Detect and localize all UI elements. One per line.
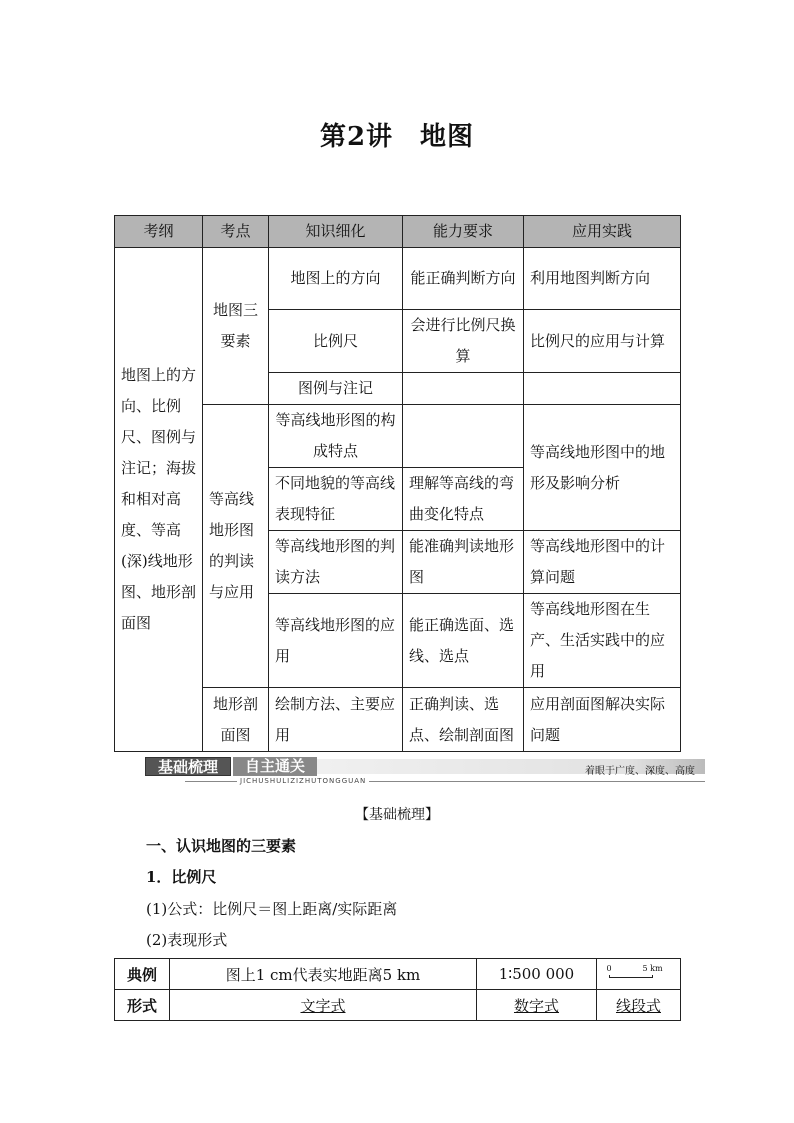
scale-bar-five: 5 km [642, 964, 663, 973]
knowledge-cell: 地图上的方向 [269, 248, 403, 310]
header-topic: 考点 [203, 216, 269, 248]
scale-bar-line [609, 975, 653, 978]
ability-cell: 理解等高线的弯曲变化特点 [403, 468, 524, 531]
table-row [115, 248, 681, 310]
practice-cell: 等高线地形图中的计算问题 [524, 531, 681, 594]
banner-label-secondary: 自主通关 [233, 757, 317, 776]
form-line: 线段式 [597, 990, 681, 1021]
practice-cell-empty [524, 373, 681, 405]
scale-bar-zero: 0 [606, 964, 612, 973]
knowledge-cell: 绘制方法、主要应用 [269, 688, 403, 752]
ability-cell: 能正确判断方向 [403, 248, 524, 310]
scale-bar-icon [607, 964, 671, 980]
form-numeric: 数字式 [477, 990, 597, 1021]
knowledge-cell: 图例与注记 [269, 373, 403, 405]
table-row [115, 990, 681, 1021]
example-line-scale [597, 959, 681, 990]
table-header-row [115, 216, 681, 248]
practice-cell: 应用剖面图解决实际问题 [524, 688, 681, 752]
scale-forms-table [114, 958, 681, 1021]
practice-cell: 等高线地形图中的地形及影响分析 [524, 405, 681, 531]
practice-cell: 等高线地形图在生产、生活实践中的应用 [524, 594, 681, 688]
ability-cell: 能准确判读地形图 [403, 531, 524, 594]
knowledge-cell: 等高线地形图的判读方法 [269, 531, 403, 594]
ability-cell: 会进行比例尺换算 [403, 310, 524, 373]
form-text: 文字式 [170, 990, 477, 1021]
ability-cell: 正确判读、选点、绘制剖面图 [403, 688, 524, 752]
header-practice: 应用实践 [524, 216, 681, 248]
practice-cell: 比例尺的应用与计算 [524, 310, 681, 373]
banner-pinyin: JICHUSHULIZIZHUTONGGUAN [237, 777, 369, 785]
ability-cell-empty [403, 373, 524, 405]
banner-bar [317, 759, 705, 777]
page-title: 第2讲 地图 [319, 122, 475, 152]
ability-cell: 能正确选面、选线、选点 [403, 594, 524, 688]
topic-cell: 等高线地形图的判读与应用 [203, 405, 269, 688]
example-numeric-scale: 1∶500 000 [477, 959, 597, 990]
table-row [115, 959, 681, 990]
knowledge-cell: 比例尺 [269, 310, 403, 373]
heading-scale: 1．比例尺 [146, 868, 217, 886]
knowledge-cell: 不同地貌的等高线表现特征 [269, 468, 403, 531]
heading-three-elements: 一、认识地图的三要素 [146, 837, 297, 855]
row-label-example: 典例 [115, 959, 170, 990]
syllabus-table [114, 215, 681, 752]
ability-cell-empty [403, 405, 524, 468]
scale-formula: (1)公式：比例尺＝图上距离/实际距离 [146, 900, 398, 918]
section-label: 【基础梳理】 [355, 807, 439, 823]
section-banner [145, 757, 705, 787]
banner-tagline: 着眼于广度、深度、高度 [585, 766, 695, 777]
knowledge-cell: 等高线地形图的应用 [269, 594, 403, 688]
topic-cell: 地形剖面图 [203, 688, 269, 752]
practice-cell: 利用地图判断方向 [524, 248, 681, 310]
form-heading: (2)表现形式 [146, 931, 228, 949]
knowledge-cell: 等高线地形图的构成特点 [269, 405, 403, 468]
row-label-form: 形式 [115, 990, 170, 1021]
header-knowledge: 知识细化 [269, 216, 403, 248]
banner-label-primary: 基础梳理 [145, 757, 231, 776]
header-ability: 能力要求 [403, 216, 524, 248]
topic-cell: 地图三要素 [203, 248, 269, 405]
example-text-scale: 图上1 cm代表实地距离5 km [170, 959, 477, 990]
syllabus-cell: 地图上的方向、比例尺、图例与注记；海拔和相对高度、等高(深)线地形图、地形剖面图 [115, 248, 203, 752]
header-syllabus: 考纲 [115, 216, 203, 248]
